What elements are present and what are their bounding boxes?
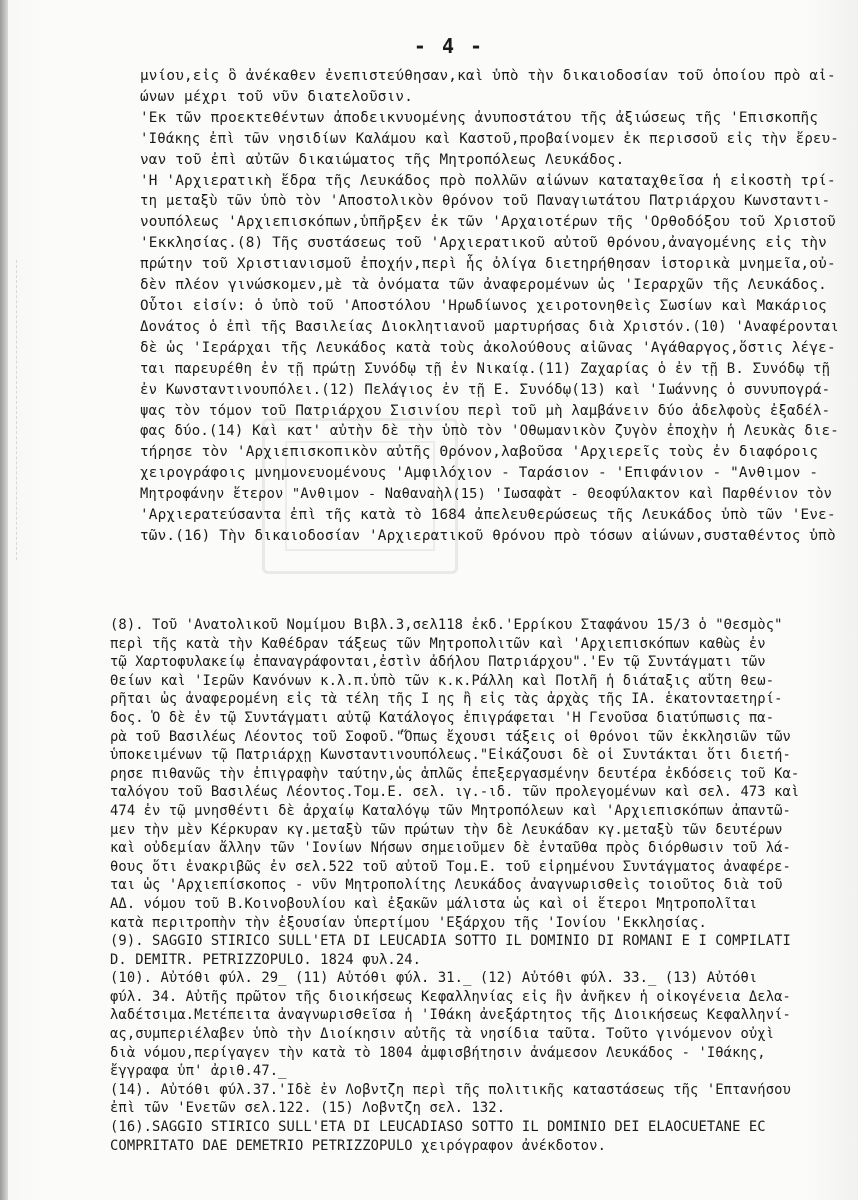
text-line: ψας τὸν τόμον τοῦ Πατριάρχου Σισινίου περὶ τοῦ μὴ λαμβάνειν δύο ἀδελφοὺς ἐξαδέλ- bbox=[140, 402, 831, 419]
main-text bbox=[140, 66, 840, 547]
footnote-line: (9). SAGGIO STIRICO SULL'ETA DI LEUCADIA SOTTO IL DOMINIO DI ROMANI E I COMPILATI bbox=[110, 933, 791, 950]
footnote-line: μεν τὴν μὲν Κέρκυραν κγ.μεταξὺ τῶν πρώτων τὴν δὲ Λευκάδαν κγ.μεταξὺ τῶν δευτέρων bbox=[110, 821, 783, 838]
footnote-line: καὶ οὐδεμίαν ἄλλην τῶν 'Ιονίων Νήσων σημειοῦμεν δὲ ἐνταῦθα πρὸς διόρθωσιν τοῦ λά- bbox=[110, 840, 791, 857]
text-line: τήρησε τὸν 'Αρχιεπισκοπικὸν αὐτῆς Θρόνον,λαβοῦσα 'Αρχιερεῖς τοὺς ἐν διαφόροις bbox=[140, 444, 819, 461]
text-line: ναν τοῦ ἐπὶ αὐτῶν δικαιώματος τῆς Μητροπόλεως Λευκάδος. bbox=[140, 151, 625, 168]
text-line: δὲν πλέον γινώσκομεν,μὲ τὰ ὀνόματα τῶν ἀναφερομένων ὡς 'Ιεραρχῶν τῆς Λευκάδος. bbox=[140, 277, 827, 294]
footnote-line: ρὰ τοῦ Βασιλέως Λέοντος τοῦ Σοφοῦ."Ὅπως ἔχουσι τάξεις οἱ θρόνοι τῶν ἐκκλησιῶν τῶν bbox=[110, 728, 791, 745]
footnote-line: Θείων καὶ 'Ιερῶν Κανόνων κ.λ.π.ὑπὸ τῶν κ.κ.Ράλλη καὶ Ποτλῆ ἡ διάταξις αὕτη θεω- bbox=[110, 672, 775, 689]
footnote-line: 474 ἐν τῷ μνησθέντι δὲ ἀρχαίῳ Καταλόγῳ τῶν Μητροπόλεων καὶ 'Αρχιεπισκόπων ἀπαντῶ- bbox=[110, 802, 791, 819]
text-line: ται παρευρέθη ἐν τῇ πρώτῃ Συνόδῳ τῇ ἐν Νικαίᾳ.(11) Ζαχαρίας ὁ ἐν τῇ Β. Συνόδῳ τῇ bbox=[140, 360, 831, 377]
footnote-line: COMPRITATO DAE DEMETRIO PETRIZZOPULO χειρόγραφον ἀνέκδοτον. bbox=[110, 1137, 606, 1154]
footnote-line: ὑποκειμένων τῷ Πατριάρχῃ Κωνσταντινουπόλεως."Εἰκάζουσι δὲ οἱ Συντάκται ὅτι διετή- bbox=[110, 747, 791, 764]
footnote-line: δος. Ὁ δὲ ἐν τῷ Συντάγματι αὐτῷ Κατάλογος ἐπιγράφεται 'Η Γενοῦσα διατύπωσις πα- bbox=[110, 709, 775, 726]
text-line: ἐν Κωνσταντινουπόλει.(12) Πελάγιος ἐν τῇ Ε. Συνόδῳ(13) καὶ 'Ιωάννης ὁ συνυπογρά- bbox=[140, 381, 831, 398]
text-line: Δονάτος ὁ ἐπὶ τῆς Βασιλείας Διοκλητιανοῦ μαρτυρήσας διὰ Χριστόν.(10) 'Αναφέρονται bbox=[140, 318, 839, 335]
footnote-line: ρῆται ὡς ἀναφερομένη εἰς τὰ τέλη τῆς Ι ης ἢ εἰς τὰς ἀρχὰς τῆς ΙΑ. ἑκατονταετηρί- bbox=[110, 691, 783, 708]
text-line: 'Εκκλησίας.(8) Τῆς συστάσεως τοῦ 'Αρχιερατικοῦ αὐτοῦ θρόνου,ἀναγομένης εἰς τὴν bbox=[140, 235, 827, 252]
text-line: νουπόλεως 'Αρχιεπισκόπων,ὑπῆρξεν ἐκ τῶν 'Αρχαιοτέρων τῆς 'Ορθοδόξου τοῦ Χριστοῦ bbox=[140, 214, 836, 231]
page-number bbox=[0, 34, 858, 58]
footnote-line: ΑΔ. νόμου τοῦ Β.Κοινοβουλίου καὶ ἐξακῶν μάλιστα ὡς καὶ οἱ ἕτεροι Μητροπολῖται bbox=[110, 895, 758, 912]
text-line: ώνων μέχρι τοῦ νῦν διατελοῦσιν. bbox=[140, 88, 414, 105]
text-line: φας δύο.(14) Καὶ κατ' αὐτὴν δὲ τὴν ὑπὸ τὸν 'Οθωμανικὸν ζυγὸν ἐποχὴν ἡ Λευκὰς διε- bbox=[140, 423, 839, 440]
margin-mark bbox=[16, 260, 23, 560]
footnote-line: (14). Αὐτόθι φύλ.37.'Ιδὲ ἐν Λοβντζη περὶ τῆς πολιτικῆς καταστάσεως τῆς 'Επτανήσου bbox=[110, 1081, 791, 1098]
text-line: μνίου,εἰς ὃ ἀνέκαθεν ἐνεπιστεύθησαν,καὶ ὑπὸ τὴν δικαιοδοσίαν τοῦ ὁποίου πρὸ αἰ- bbox=[140, 68, 836, 84]
text-line: πρώτην τοῦ Χριστιανισμοῦ ἐποχήν,περὶ ἧς ὀλίγα διετηρήθησαν ἱστορικὰ μνημεῖα,οὐ- bbox=[140, 256, 836, 273]
text-line: τη μεταξὺ τῶν ὑπὸ τὸν 'Αποστολικὸν θρόνον τοῦ Παναγιωτάτου Πατριάρχου Κωνσταντι- bbox=[140, 193, 831, 210]
text-line: δὲ ὡς 'Ιεράρχαι τῆς Λευκάδος κατὰ τοὺς ἀκολούθους αἰῶνας 'Αγάθαργος,ὅστις λέγε- bbox=[140, 339, 836, 356]
page-spine-shadow bbox=[0, 0, 8, 1200]
text-line: 'Αρχιερατεύσαντα ἐπὶ τῆς κατὰ τὸ 1684 ἀπελευθερώσεως τῆς Λευκάδος ὑπὸ τῶν 'Ενε- bbox=[140, 507, 836, 524]
footnote-line: (8). Τοῦ 'Ανατολικοῦ Νομίμου Βιβλ.3,σελ118 ἐκδ.'Ερρίκου Σταφάνου 15/3 ὁ "Θεσμὸς" bbox=[110, 617, 783, 633]
footnote-line: ταλόγου τοῦ Βασιλέως Λέοντος.Τομ.Ε. σελ. ιγ.-ιδ. τῶν προλεγομένων καὶ σελ. 473 καὶ bbox=[110, 784, 800, 801]
text-line: χειρογράφοις μνημονευομένους 'Αμφιλόχιον - Ταράσιον - 'Επιφάνιον - "Ανθιμον - bbox=[140, 465, 819, 482]
footnote-line: τῷ Χαρτοφυλακείῳ ἐπαναγράφονται,ἐστὶν ἀδήλου Πατριάρχου".'Εν τῷ Συντάγματι τῶν bbox=[110, 654, 766, 671]
text-line: Μητροφάνην ἕτερον "Ανθιμον - Ναθαναὴλ(15) 'Ιωσαφὰτ - Θεοφύλακτον καὶ Παρθένιον τὸν bbox=[140, 486, 833, 503]
footnote-line: ας,συμπεριέλαβεν ὑπὸ τὴν Διοίκησιν αὐτῆς τὰ νησίδια ταῦτα. Τοῦτο γινόμενον οὐχὶ bbox=[110, 1026, 775, 1043]
page-number-text: - 4 - bbox=[413, 34, 485, 58]
text-line: 'Εκ τῶν προεκτεθέντων ἀποδεικνυομένης ἀνυποστάτου τῆς ἀξιώσεως τῆς 'Επισκοπῆς bbox=[140, 109, 819, 126]
footnote-line: φύλ. 34. Αὐτῆς πρῶτον τῆς διοικήσεως Κεφαλληνίας εἰς ἣν ἀνῆκεν ἡ οἰκογένεια Δελα- bbox=[110, 988, 791, 1005]
footnote-line: διὰ νόμου,περίγαγεν τὴν κατὰ τὸ 1804 ἀμφισβήτησιν ἀνάμεσον Λευκάδος - 'Ιθάκης, bbox=[110, 1044, 766, 1061]
footnote-line: D. DEMITR. PETRIZZOPULO. 1824 φυλ.24. bbox=[110, 951, 422, 968]
footnote-line: λαδέτσιμα.Μετέπειτα ἀναγνωρισθεῖσα ἡ 'Ιθάκη ἀνεξάρτητος τῆς Διοικήσεως Κεφαλληνί- bbox=[110, 1007, 791, 1024]
text-line: τῶν.(16) Τὴν δικαιοδοσίαν 'Αρχιερατικοῦ θρόνου πρὸ τόσων αἰώνων,συσταθέντος ὑπὸ bbox=[140, 527, 836, 544]
text-line: Οὗτοι εἰσίν: ὁ ὑπὸ τοῦ 'Αποστόλου 'Ηρωδίωνος χειροτονηθεὶς Σωσίων καὶ Μακάριος bbox=[140, 297, 827, 314]
footnote-line: (10). Αὐτόθι φύλ. 29_ (11) Αὐτόθι φύλ. 31._ (12) Αὐτόθι φύλ. 33._ (13) Αὐτόθι bbox=[110, 970, 758, 987]
footnote-line: ἐπὶ τῶν 'Ενετῶν σελ.122. (15) Λοβντζη σελ. 132. bbox=[110, 1100, 506, 1117]
footnote-line: περὶ τῆς κατὰ τὴν Καθέδραν τάξεως τῶν Μητροπολιτῶν καὶ 'Αρχιεπισκόπων καθὼς ἐν bbox=[110, 635, 766, 652]
footnote-line: ἔγγραφα ὑπ' ἀριθ.47._ bbox=[110, 1063, 287, 1080]
footnote-line: (16).SAGGIO STIRICO SULL'ETA DI LEUCADIASO SOTTO IL DOMINIO DEI ELAOCUETANE EC bbox=[110, 1119, 766, 1136]
text-line: 'Η 'Αρχιερατικὴ ἕδρα τῆς Λευκάδος πρὸ πολλῶν αἰώνων καταταχθεῖσα ἡ εἰκοστὴ τρί- bbox=[140, 172, 836, 189]
footnote-line: ρησε πιθανῶς τὴν ἐπιγραφὴν ταύτην,ὡς ἁπλῶς ἐπεξεργασμένην δευτέρα ἐκδόσεις τοῦ Κα- bbox=[110, 765, 800, 782]
footnote-line: θους ὅτι ἐνακριβῶς ἐν σελ.522 τοῦ αὐτοῦ Τομ.Ε. τοῦ εἰρημένου Συντάγματος ἀναφέρε- bbox=[110, 858, 791, 875]
footnote-line: κατὰ περιτροπὴν τὴν ἐξουσίαν ὑπερτίμου 'Εξάρχου τῆς 'Ιονίου 'Εκκλησίας. bbox=[110, 914, 707, 931]
footnotes bbox=[110, 616, 840, 1155]
text-line: 'Ιθάκης ἐπὶ τῶν νησιδίων Καλάμου καὶ Καστοῦ,προβαίνομεν ἐκ περισσοῦ εἰς τὴν ἔρευ- bbox=[140, 130, 839, 147]
footnote-line: ται ὡς 'Αρχιεπίσκοπος - νῦν Μητροπολίτης Λευκάδος ἀναγνωρισθεὶς τοιοῦτος διὰ τοῦ bbox=[110, 877, 783, 894]
